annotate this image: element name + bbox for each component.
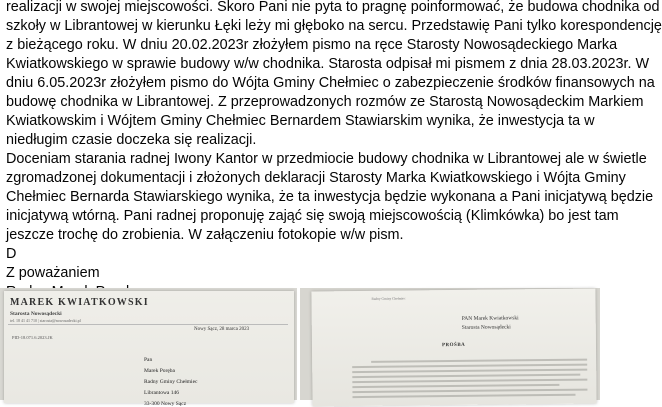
post-line: zgromadzonej dokumentacji i złożonych deklaracji Starosty Marka Kwiatkowskiego i Wójta Gminy	[6, 170, 626, 186]
attached-photos	[0, 288, 600, 407]
post-line: budowę chodnika w Librantowej. Z przeprowadzonych rozmów ze Starostą Nowosądeckim Markiem	[6, 94, 644, 110]
addressee-line: PAN Marek Kwiatkowski	[461, 315, 519, 322]
photo-starosta-letter[interactable]	[0, 288, 297, 407]
recipient-line: 33-300 Nowy Sącz	[144, 401, 187, 407]
photo-request-letter[interactable]	[300, 288, 600, 400]
post-text	[6, 0, 662, 302]
post-line: Kwiatkowskim i Wójtem Gminy Chełmiec Bernardem Stawiarskim wynika, że inwestycja ta w	[6, 113, 595, 129]
post-line: niedługim czasie doczeka się realizacji.	[6, 132, 257, 148]
recipient-line: Radny Gminy Chełmiec	[144, 379, 198, 385]
post-line: realizacji w swojej miejscowości. Skoro Pani nie pyta to pragnę poinformować, że budowa chodnika od	[6, 0, 660, 15]
letterhead-name: MAREK KWIATKOWSKI	[10, 297, 149, 308]
post-line: z bieżącego roku. W dniu 20.02.2023r złożyłem pismo na ręce Starosty Nowosądeckiego Marka	[6, 37, 618, 53]
letter-heading: PROŚBA	[441, 342, 466, 349]
letter-date: Nowy Sącz, 28 marca 2023	[194, 327, 250, 332]
post-line: szkoły w Librantowej w kierunku Łęki leży mi głęboko na sercu. Przedstawię Pani tylko korespondencję	[6, 18, 662, 34]
recipient-line: Librantowa 146	[144, 390, 179, 396]
post-line: D	[6, 246, 17, 262]
post-line: Z poważaniem	[6, 265, 100, 281]
addressee-line: Starosta Nowosądecki	[461, 324, 511, 331]
post-line: inicjatywą wtórną. Pani radnej proponuję zająć się swoją miejscowością (Klimkówka) bo jest tam	[6, 208, 619, 224]
sender-note: Radny Gminy Chełmiec	[371, 296, 406, 301]
post-line: Chełmiec Bernarda Stawiarskiego wynika, że ta inwestycja będzie wykonana a Pani inicjatywą będzie	[6, 189, 654, 205]
recipient-line: Pan	[144, 357, 153, 363]
post-line: dniu 6.05.2023r złożyłem pismo do Wójta Gminy Chełmiec o zabezpieczenie środków finansowych na	[6, 75, 655, 91]
letter-paper	[311, 289, 596, 407]
recipient-line: Marek Poręba	[144, 368, 176, 374]
post-line: Doceniam starania radnej Iwony Kantor w przedmiocie budowy chodnika w Librantowej ale w świetle	[6, 151, 647, 167]
post-line: jeszcze trochę do zrobienia. W załączeniu fotokopie w/w pism.	[6, 227, 404, 243]
letterhead-role: Starosta Nowosądecki	[10, 311, 62, 317]
letter-body-text	[352, 359, 587, 401]
letterhead-divider	[8, 324, 288, 325]
post-line: Kwiatkowskiego w sprawie budowy w/w chodnika. Starosta odpisał mi pismem z dnia 28.03.2023r. W	[6, 56, 650, 72]
letter-reference: PID-18.071.6.2023.JK	[12, 335, 53, 340]
letter-paper	[4, 291, 294, 407]
letterhead-contact: tel. 18 41 41 710 | starosta@nowosadecki.pl	[10, 318, 81, 323]
